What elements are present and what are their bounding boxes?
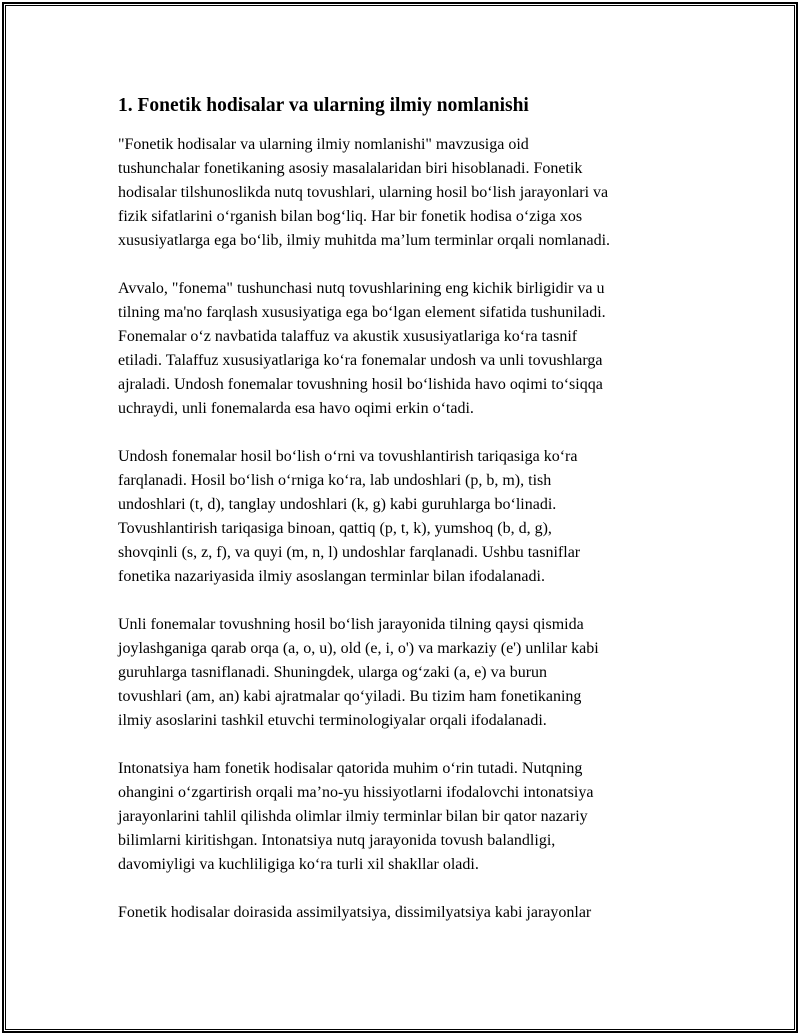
text-line: undoshlari (t, d), tanglay undoshlari (k, g) kabi guruhlarga boʻlinadi.	[118, 496, 557, 513]
paragraph-intro	[118, 133, 688, 253]
text-line: "Fonetik hodisalar va ularning ilmiy nomlanishi" mavzusiga oid	[118, 136, 529, 153]
paragraph-undosh	[118, 445, 688, 589]
text-line: Undosh fonemalar hosil boʻlish oʻrni va tovushlantirish tariqasiga koʻra	[118, 448, 578, 465]
text-line: etiladi. Talaffuz xususiyatlariga koʻra fonemalar undosh va unli tovushlarga	[118, 352, 603, 369]
text-line: davomiyligi va kuchliligiga koʻra turli xil shakllar oladi.	[118, 856, 479, 873]
document-body	[118, 94, 688, 949]
text-line: Unli fonemalar tovushning hosil boʻlish jarayonida tilning qaysi qismida	[118, 616, 584, 633]
text-line: tovushlari (am, an) kabi ajratmalar qoʻyiladi. Bu tizim ham fonetikaning	[118, 688, 582, 705]
text-line: hodisalar tilshunoslikda nutq tovushlari, ularning hosil boʻlish jarayonlari va	[118, 184, 609, 201]
text-line: ilmiy asoslarini tashkil etuvchi terminologiyalar orqali ifodalanadi.	[118, 712, 547, 729]
text-line: bilimlarni kiritishgan. Intonatsiya nutq jarayonida tovush balandligi,	[118, 832, 556, 849]
paragraph-assimilyatsiya	[118, 901, 688, 925]
text-line: Fonemalar oʻz navbatida talaffuz va akustik xususiyatlariga koʻra tasnif	[118, 328, 578, 345]
text-line: jarayonlarini tahlil qilishda olimlar ilmiy terminlar bilan bir qator nazariy	[118, 808, 588, 825]
text-line: joylashganiga qarab orqa (a, o, u), old (e, i, o') va markaziy (e') unlilar kabi	[118, 640, 599, 657]
text-line: xususiyatlarga ega boʻlib, ilmiy muhitda maʼlum terminlar orqali nomlanadi.	[118, 232, 611, 249]
paragraph-intonatsiya	[118, 757, 688, 877]
text-line: fonetika nazariyasida ilmiy asoslangan terminlar bilan ifodalanadi.	[118, 568, 545, 585]
text-line: shovqinli (s, z, f), va quyi (m, n, l) undoshlar farqlanadi. Ushbu tasniflar	[118, 544, 581, 561]
text-line: tilning ma'no farqlash xususiyatiga ega boʻlgan element sifatida tushuniladi.	[118, 304, 606, 321]
text-line: Tovushlantirish tariqasiga binoan, qattiq (p, t, k), yumshoq (b, d, g),	[118, 520, 552, 537]
text-line: Avvalo, "fonema" tushunchasi nutq tovushlarining eng kichik birligidir va u	[118, 280, 605, 297]
text-line: ajraladi. Undosh fonemalar tovushning hosil boʻlishida havo oqimi toʻsiqqa	[118, 376, 603, 393]
text-line: Intonatsiya ham fonetik hodisalar qatorida muhim oʻrin tutadi. Nutqning	[118, 760, 583, 777]
text-line: Fonetik hodisalar doirasida assimilyatsiya, dissimilyatsiya kabi jarayonlar	[118, 904, 592, 921]
text-line: guruhlarga tasniflanadi. Shuningdek, ularga ogʻzaki (a, e) va burun	[118, 664, 548, 681]
text-line: uchraydi, unli fonemalarda esa havo oqimi erkin oʻtadi.	[118, 400, 474, 417]
paragraph-unli	[118, 613, 688, 733]
text-line: ohangini oʻzgartirish orqali maʼno-yu hissiyotlarni ifodalovchi intonatsiya	[118, 784, 594, 801]
paragraph-fonema	[118, 277, 688, 421]
text-line: farqlanadi. Hosil boʻlish oʻrniga koʻra, lab undoshlari (p, b, m), tish	[118, 472, 552, 489]
text-line: tushunchalar fonetikaning asosiy masalalaridan biri hisoblanadi. Fonetik	[118, 160, 583, 177]
text-line: fizik sifatlarini oʻrganish bilan bogʻliq. Har bir fonetik hodisa oʻziga xos	[118, 208, 583, 225]
section-heading: 1. Fonetik hodisalar va ularning ilmiy nomlanishi	[118, 95, 529, 116]
